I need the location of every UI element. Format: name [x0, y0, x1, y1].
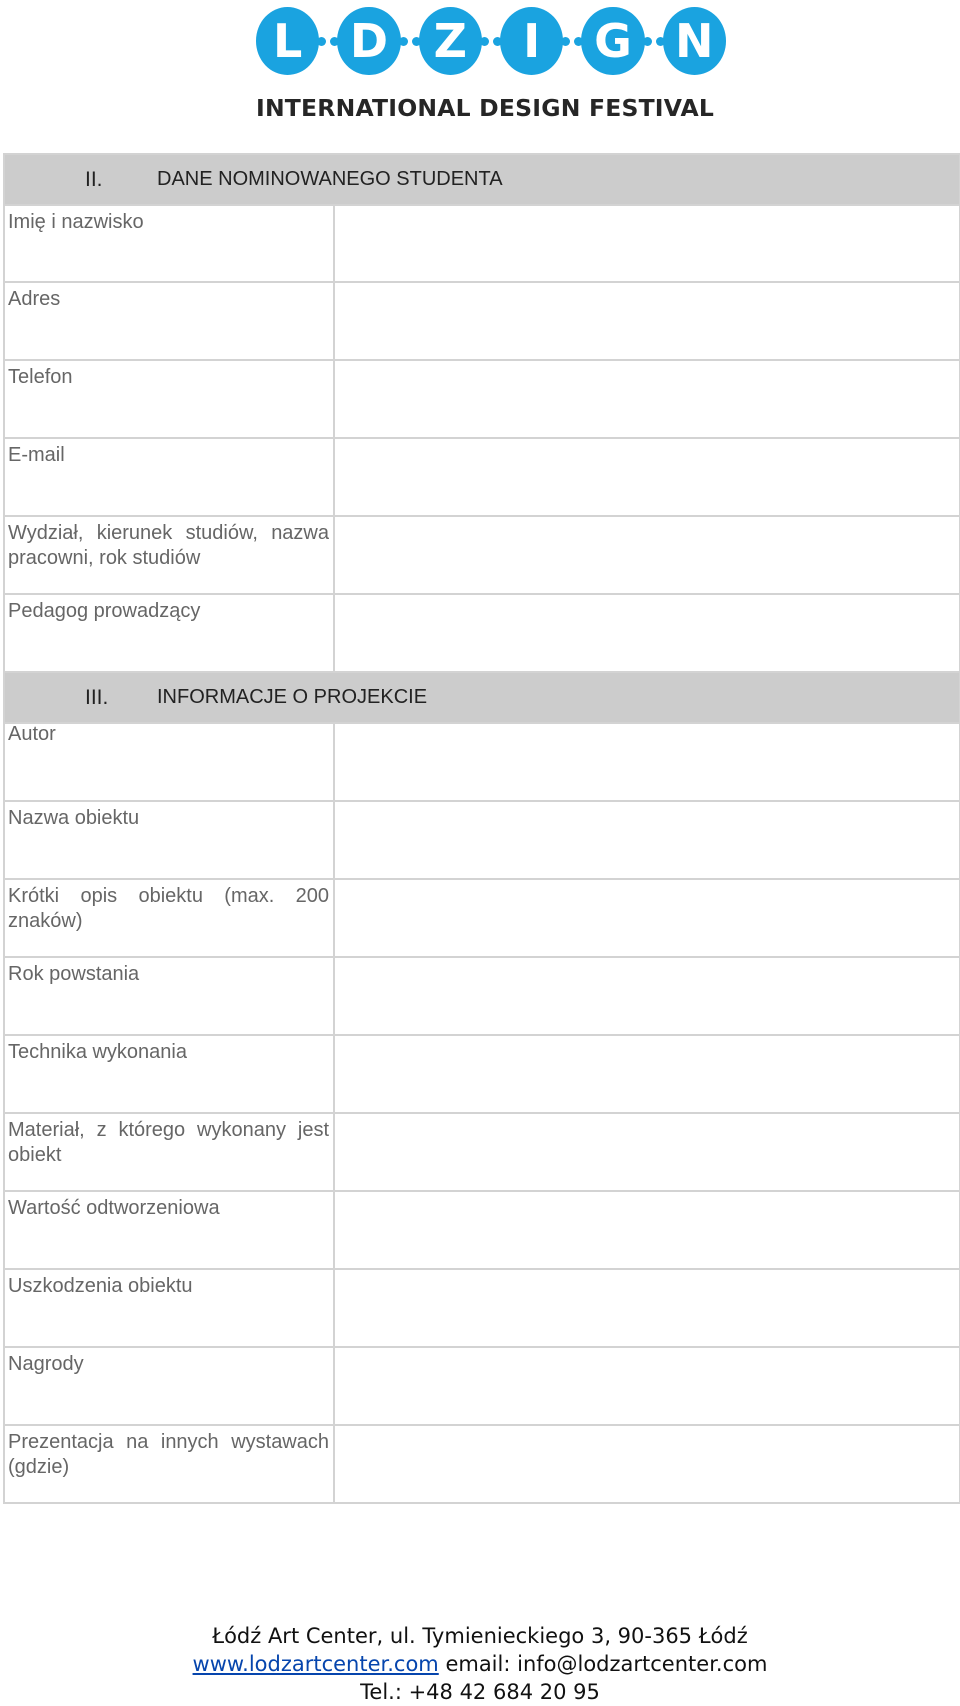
form-row: [4, 282, 960, 360]
logo-letter: Z: [419, 7, 482, 75]
section-title: INFORMACJE O PROJEKCIE: [157, 686, 428, 708]
section-number: II.: [85, 167, 103, 191]
logo-connector: [643, 37, 665, 46]
field-value-input[interactable]: [334, 801, 960, 879]
form-row: [4, 723, 960, 801]
form-row: [4, 1269, 960, 1347]
field-value-input[interactable]: [334, 1347, 960, 1425]
field-value-input[interactable]: [334, 879, 960, 957]
form-row: [4, 1113, 960, 1191]
section-header-project: [4, 672, 960, 723]
field-label: [4, 723, 334, 801]
field-label: Prezentacja na innych wystawach (gdzie): [4, 1425, 334, 1503]
field-value-input[interactable]: [334, 723, 960, 801]
logo-letter: I: [500, 7, 563, 75]
logo-connector: [561, 37, 583, 46]
section-header-student: [4, 154, 960, 205]
form-row: [4, 957, 960, 1035]
footer-contact-line: [0, 1650, 960, 1678]
logo-letter: G: [581, 7, 644, 75]
form-row: [4, 205, 960, 282]
field-label: Nazwa obiektu: [4, 801, 334, 879]
field-value-input[interactable]: [334, 360, 960, 438]
field-label: E-mail: [4, 438, 334, 516]
footer-email: email: info@lodzartcenter.com: [438, 1652, 768, 1676]
logo-letter: N: [663, 7, 726, 75]
logo-subtitle: INTERNATIONAL DESIGN FESTIVAL: [256, 94, 715, 122]
form-row: [4, 1347, 960, 1425]
form-row: [4, 594, 960, 672]
field-label: Rok powstania: [4, 957, 334, 1035]
field-label: Pedagog prowadzący: [4, 594, 334, 672]
page-footer: [0, 1622, 960, 1706]
footer-address: Łódź Art Center, ul. Tymienieckiego 3, 90-365 Łódź: [212, 1624, 748, 1648]
field-label: Krótki opis obiektu (max. 200 znaków): [4, 879, 334, 957]
field-label: Telefon: [4, 360, 334, 438]
field-value-input[interactable]: [334, 957, 960, 1035]
field-label: Adres: [4, 282, 334, 360]
field-value-input[interactable]: [334, 438, 960, 516]
section-number: III.: [85, 685, 109, 709]
form-row: [4, 438, 960, 516]
field-label: Uszkodzenia obiektu: [4, 1269, 334, 1347]
field-value-input[interactable]: [334, 205, 960, 282]
form-row: [4, 360, 960, 438]
field-value-input[interactable]: [334, 516, 960, 594]
form-row: [4, 516, 960, 594]
field-value-input[interactable]: [334, 1269, 960, 1347]
logo-connector: [317, 37, 339, 46]
nomination-form-table: [3, 153, 960, 1504]
form-row: [4, 1035, 960, 1113]
form-row: [4, 1425, 960, 1503]
footer-phone: Tel.: +48 42 684 20 95: [360, 1680, 600, 1704]
field-value-input[interactable]: [334, 594, 960, 672]
field-label: Wydział, kierunek studiów, nazwa pracowni, rok studiów: [4, 516, 334, 594]
field-label: Nagrody: [4, 1347, 334, 1425]
field-label: Wartość odtworzeniowa: [4, 1191, 334, 1269]
form-row: [4, 1191, 960, 1269]
field-label: Technika wykonania: [4, 1035, 334, 1113]
ldzign-logo: [256, 4, 726, 120]
form-row: [4, 879, 960, 957]
field-label-text: Autor: [8, 723, 56, 745]
logo-wordmark: [256, 4, 726, 78]
logo-letter: D: [337, 7, 400, 75]
logo-connector: [399, 37, 421, 46]
field-label: Imię i nazwisko: [4, 205, 334, 282]
field-value-input[interactable]: [334, 1425, 960, 1503]
field-value-input[interactable]: [334, 1191, 960, 1269]
section-title: DANE NOMINOWANEGO STUDENTA: [157, 168, 503, 190]
field-label: Materiał, z którego wykonany jest obiekt: [4, 1113, 334, 1191]
field-value-input[interactable]: [334, 1035, 960, 1113]
website-link[interactable]: www.lodzartcenter.com: [192, 1652, 439, 1676]
field-value-input[interactable]: [334, 282, 960, 360]
logo-letter: L: [256, 7, 319, 75]
logo-connector: [480, 37, 502, 46]
field-value-input[interactable]: [334, 1113, 960, 1191]
form-row: [4, 801, 960, 879]
